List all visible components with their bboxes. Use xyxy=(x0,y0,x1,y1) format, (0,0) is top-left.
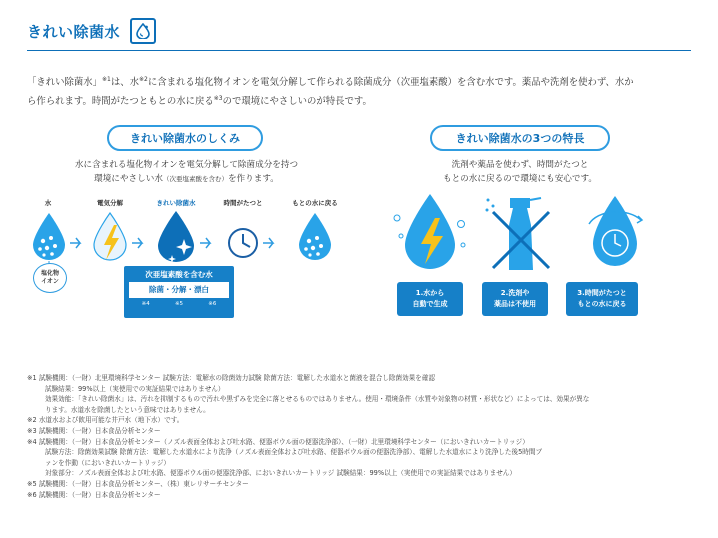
page-header xyxy=(27,17,156,45)
footnote: ります。水道水を除菌したという意味ではありません。 xyxy=(45,405,210,414)
component-title: 次亜塩素酸を含む水 xyxy=(145,270,213,279)
step-label-clean-water: きれい除菌水 xyxy=(156,199,196,207)
arrow-right-icon xyxy=(70,238,80,248)
step-label-electrolysis: 電気分解 xyxy=(97,199,123,207)
water-drop-icon xyxy=(130,18,156,44)
lightning-drop-icon xyxy=(94,213,126,260)
step-label-water: 水 xyxy=(44,199,52,207)
footnote: 対象部分：ノズル表面全体および吐水路、便器ボウル面の便器洗浄部、においきれいカートリッジ 試験結果：99%以上（実使用での実証結果ではありません） xyxy=(45,469,516,478)
feature-2-box: 2.洗剤や 薬品は不使用 xyxy=(482,282,548,316)
footnote: 試験結果：99%以上（実使用での実証結果ではありません） xyxy=(45,384,225,393)
features-description: 洗剤や薬品を使わず、時間がたつと もとの水に戻るので環境にも安心です。 xyxy=(442,160,597,184)
component-effects: 除菌・分解・漂白 xyxy=(129,282,229,298)
footnote: 効果効能：「きれい除菌水」は、汚れを抑制するもので汚れや黒ずみを完全に落とせるものではありません。使用・環境条件（水質や対象物の材質・形状など）によっては、効果が異な xyxy=(45,395,590,404)
step-label-back-to-water: もとの水に戻る xyxy=(292,199,338,207)
chloride-ion-label: 塩化物 イオン xyxy=(33,263,67,293)
water-drop-icon xyxy=(33,213,65,260)
footnote: ァンを作動（においきれいカートリッジ） xyxy=(45,458,171,467)
clock-drop-icon xyxy=(589,196,642,266)
sparkle-drop-icon xyxy=(158,211,194,263)
page-title: きれい除菌水 xyxy=(27,22,121,41)
feature-1-box: 1.水から 自動で生成 xyxy=(397,282,463,316)
features-title: きれい除菌水の3つの特長 xyxy=(430,125,610,151)
footnote: ※5 試験機関：（一財）日本食品分析センター、（株）東レリサーチセンター xyxy=(27,479,249,488)
no-detergent-icon xyxy=(486,198,550,270)
arrow-right-icon xyxy=(200,238,210,248)
arrow-right-icon xyxy=(132,238,142,248)
mechanism-title: きれい除菌水のしくみ xyxy=(107,125,263,151)
footnote: ※1 試験機関：（一財）北里環境科学センター 試験方法：電解水の除菌効力試験 除菌方法：電解した水道水と菌液を混合し除菌効果を確認 xyxy=(27,374,436,382)
features-icons xyxy=(385,190,655,282)
intro-paragraph: 「きれい除菌水」$^{※1}$は、水$^{※2}$に含まれる塩化物イオンを電気分解して作られる除菌成分（次亜塩素酸）を含む水です。薬品や洗剤を使わず、水か ら作られます。時間がたつともとの水に戻る$^{※3}$ので環境にやさしいのが特長です。 xyxy=(27,76,634,108)
feature-3-box: 3.時間がたつと もとの水に戻る xyxy=(566,282,638,316)
header-divider xyxy=(27,50,691,51)
arrow-right-icon xyxy=(263,238,273,248)
clock-icon xyxy=(229,229,257,257)
component-notes: ※4 ※5 ※6 xyxy=(141,301,217,307)
water-drop-icon xyxy=(299,213,331,260)
component-box xyxy=(124,266,234,318)
step-label-over-time: 時間がたつと xyxy=(223,199,263,207)
footnote: ※2 水道水および飲用可能な井戸水（地下水）です。 xyxy=(27,416,184,425)
mechanism-description: 水に含まれる塩化物イオンを電気分解して除菌成分を持つ 環境にやさしい水（次亜塩素酸を含む）を作ります。 xyxy=(74,160,299,184)
lightning-drop-icon xyxy=(394,194,465,269)
footnote: ※6 試験機関：（一財）日本食品分析センター xyxy=(27,490,161,499)
footnotes xyxy=(27,373,697,500)
footnote: ※3 試験機関：（一財）日本食品分析センター xyxy=(27,426,161,435)
footnote: ※4 試験機関：（一財）日本食品分析センター（ノズル表面全体および吐水路、便器ボウル面の便器洗浄部）、（一財）北里環境科学センター（においきれいカートリッジ） xyxy=(27,437,529,446)
footnote: 試験方法：除菌効果試験 除菌方法：電解した水道水により洗浄（ノズル表面全体および吐水路、便器ボウル面の便器洗浄部）、電解した水道水により洗浄した後5時間ブ xyxy=(45,448,543,457)
